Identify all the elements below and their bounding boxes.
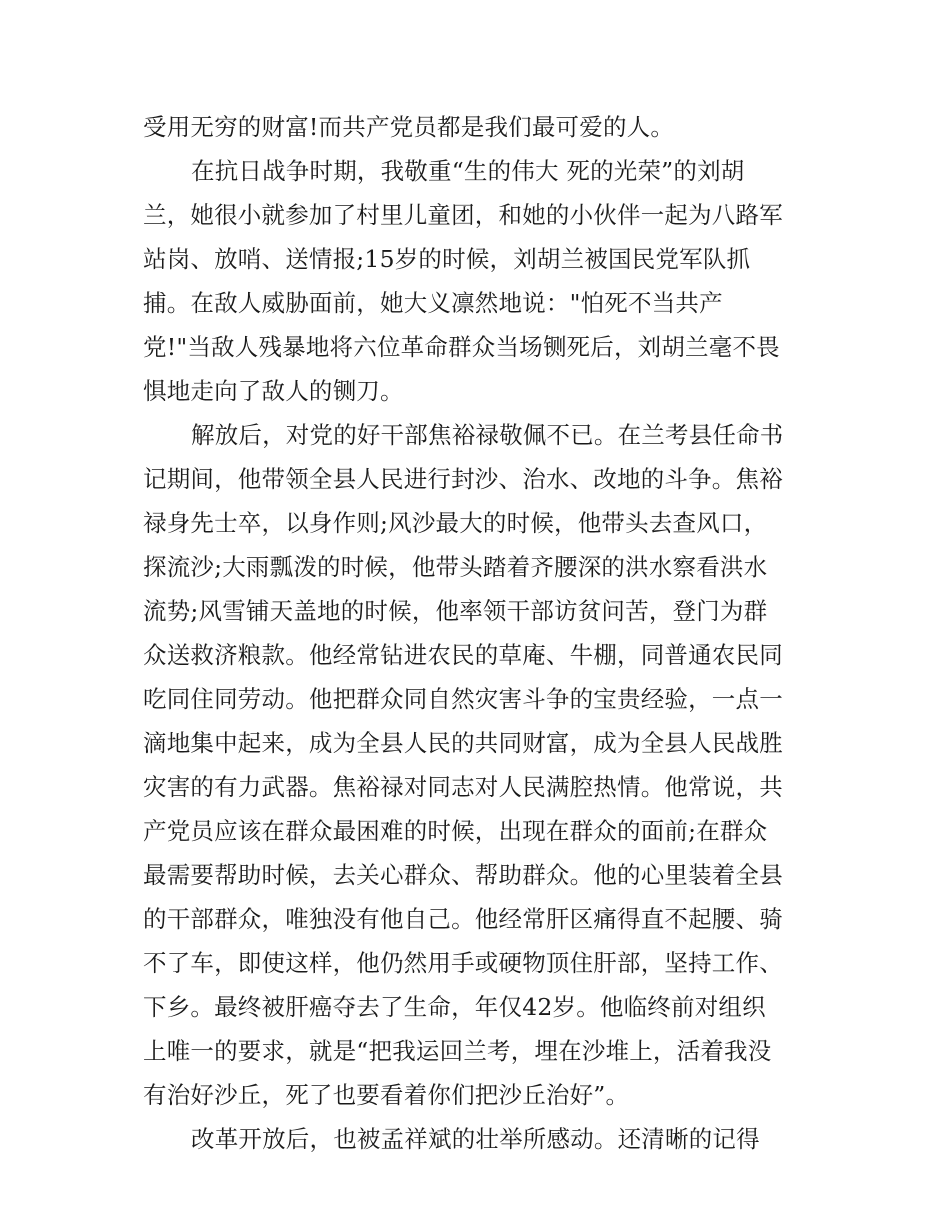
- text-line: 众送救济粮款。他经常钻进农民的草庵、牛棚，同普通农民同: [143, 641, 783, 669]
- text-line: 产党员应该在群众最困难的时候，出现在群众的面前;在群众: [143, 817, 768, 845]
- text-line: 不了车，即使这样，他仍然用手或硬物顶住肝部，坚持工作、: [143, 949, 783, 977]
- text-line: 站岗、放哨、送情报;15岁的时候，刘胡兰被国民党军队抓: [143, 245, 751, 273]
- text-line: 记期间，他带领全县人民进行封沙、治水、改地的斗争。焦裕: [143, 465, 783, 493]
- text-line: 有治好沙丘，死了也要看着你们把沙丘治好”。: [143, 1081, 630, 1109]
- paragraph-start-line: 解放后，对党的好干部焦裕禄敬佩不已。在兰考县任命书: [191, 421, 784, 449]
- text-line: 探流沙;大雨瓢泼的时候，他带头踏着齐腰深的洪水察看洪水: [143, 553, 768, 581]
- text-line: 下乡。最终被肝癌夺去了生命，年仅42岁。他临终前对组织: [143, 993, 766, 1021]
- text-line: 滴地集中起来，成为全县人民的共同财富，成为全县人民战胜: [143, 729, 783, 757]
- text-line: 的干部群众，唯独没有他自己。他经常肝区痛得直不起腰、骑: [143, 905, 783, 933]
- text-line: 灾害的有力武器。焦裕禄对同志对人民满腔热情。他常说，共: [143, 773, 783, 801]
- text-line: 兰，她很小就参加了村里儿童团，和她的小伙伴一起为八路军: [143, 201, 783, 229]
- text-line: 受用无穷的财富!而共产党员都是我们最可爱的人。: [143, 113, 675, 141]
- text-line: 吃同住同劳动。他把群众同自然灾害斗争的宝贵经验，一点一: [143, 685, 783, 713]
- text-line: 捕。在敌人威胁面前，她大义凛然地说："怕死不当共产: [143, 289, 723, 317]
- text-line: 惧地走向了敌人的铡刀。: [143, 377, 404, 405]
- text-line: 禄身先士卒，以身作则;风沙最大的时候，他带头去查风口，: [143, 509, 768, 537]
- text-line: 流势;风雪铺天盖地的时候，他率领干部访贫问苦，登门为群: [143, 597, 768, 625]
- paragraph-start-line: 改革开放后，也被孟祥斌的壮举所感动。还清晰的记得: [191, 1125, 760, 1153]
- text-line: 上唯一的要求，就是“把我运回兰考，埋在沙堆上，活着我没: [143, 1037, 772, 1065]
- paragraph-start-line: 在抗日战争时期，我敬重“生的伟大 死的光荣”的刘胡: [191, 157, 745, 185]
- text-line: 党!"当敌人残暴地将六位革命群众当场铡死后，刘胡兰毫不畏: [143, 333, 780, 361]
- text-line: 最需要帮助时候，去关心群众、帮助群众。他的心里装着全县: [143, 861, 783, 889]
